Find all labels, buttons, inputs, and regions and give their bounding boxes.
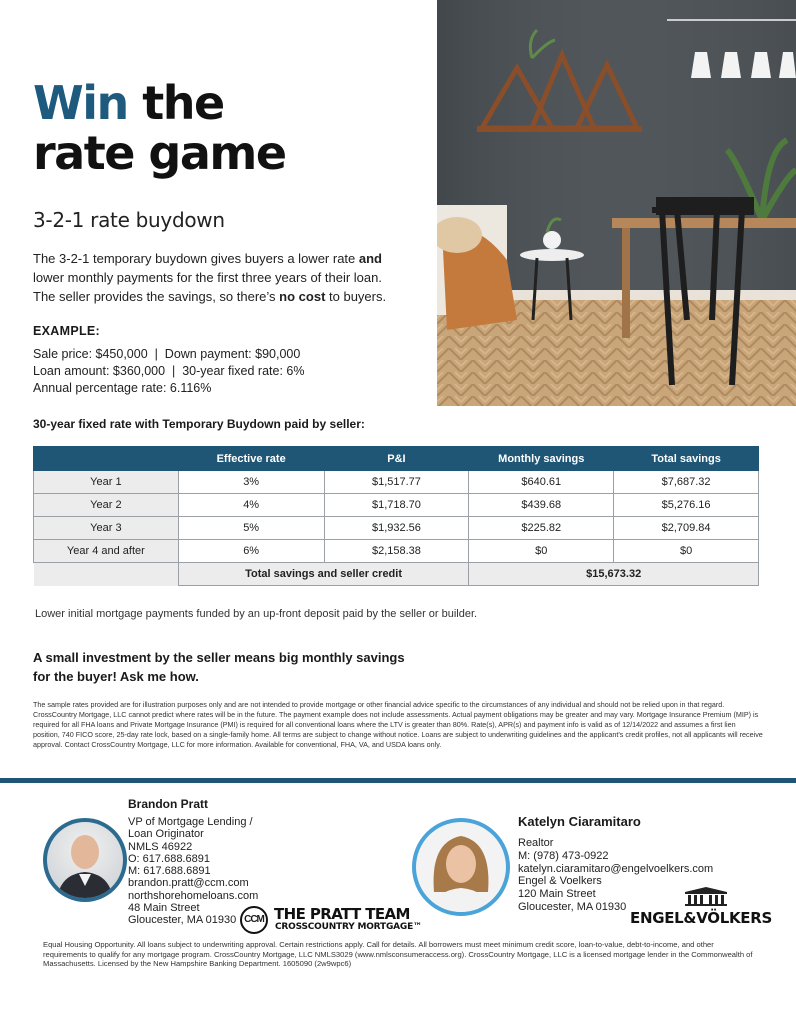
table-header: Total savings (614, 447, 759, 471)
brandon-office-phone: O: 617.688.6891 (128, 852, 210, 865)
katelyn-name: Katelyn Ciaramitaro (518, 814, 641, 829)
table-cell: Year 4 and after (34, 540, 179, 563)
intro-paragraph (33, 249, 393, 306)
table-cell: 3% (178, 471, 324, 494)
brandon-title-1: VP of Mortgage Lending / (128, 816, 253, 828)
table-row (34, 517, 759, 540)
example-lines (33, 346, 304, 397)
table-cell: $1,718.70 (324, 494, 469, 517)
table-cell: Year 2 (34, 494, 179, 517)
brandon-email: brandon.pratt@ccm.com (128, 877, 249, 890)
table-header-row (34, 447, 759, 471)
table-cell: $640.61 (469, 471, 614, 494)
example-line-1: Sale price: $450,000 | Down payment: $90,000 (33, 347, 301, 361)
total-value: $15,673.32 (469, 563, 759, 586)
table-cell: $1,932.56 (324, 517, 469, 540)
table-title: 30-year fixed rate with Temporary Buydown paid by seller: (33, 417, 365, 431)
avatar-katelyn-ciaramitaro (412, 818, 510, 916)
table-cell: $0 (469, 540, 614, 563)
katelyn-street: 120 Main Street (518, 888, 596, 901)
table-cell: $1,517.77 (324, 471, 469, 494)
intro-text-1: The 3-2-1 temporary buydown gives buyers a lower rate (33, 251, 359, 266)
example-line-3: Annual percentage rate: 6.116% (33, 381, 212, 395)
brandon-nmls: NMLS 46922 (128, 840, 193, 853)
interior-photo-illustration (437, 0, 796, 406)
engel-voelkers-logo: ENGEL&VÖLKERS (630, 909, 772, 927)
interior-photo (437, 0, 796, 406)
table-cell: 4% (178, 494, 324, 517)
brandon-portrait-icon (47, 822, 123, 898)
table-blank-cell (34, 563, 179, 586)
brandon-contact-info (128, 816, 258, 927)
katelyn-portrait-icon (416, 822, 506, 912)
katelyn-company: Engel & Voelkers (518, 875, 602, 888)
table-cell: $439.68 (469, 494, 614, 517)
intro-text-2: lower monthly payments for the first three years of their loan. The seller provides the savings, so there’s (33, 270, 382, 304)
table-cell: 5% (178, 517, 324, 540)
table-row (34, 540, 759, 563)
subhead: 3-2-1 rate buydown (33, 208, 225, 232)
table-header: P&I (324, 447, 469, 471)
table-header (34, 447, 179, 471)
section-divider (0, 778, 796, 783)
total-label: Total savings and seller credit (178, 563, 469, 586)
table-header: Monthly savings (469, 447, 614, 471)
katelyn-mobile-phone: M: (978) 473-0922 (518, 849, 609, 862)
brandon-title-2: Loan Originator (128, 828, 204, 841)
headline-accent: Win (33, 76, 128, 130)
table-row (34, 471, 759, 494)
brandon-website: northshorehomeloans.com (128, 889, 259, 902)
headline-rest: the (127, 76, 224, 130)
table-cell: Year 3 (34, 517, 179, 540)
ccm-logo-icon: CCM (240, 906, 268, 934)
pratt-team-logo: THE PRATT TEAM (274, 905, 410, 923)
brandon-city: Gloucester, MA 01930 (128, 914, 237, 927)
headline (33, 78, 286, 178)
katelyn-city: Gloucester, MA 01930 (518, 900, 627, 913)
table-cell: $2,158.38 (324, 540, 469, 563)
buydown-table (33, 446, 759, 586)
headline-line2: rate game (33, 126, 286, 180)
engel-voelkers-building-icon (683, 886, 729, 906)
table-total-row (34, 563, 759, 586)
katelyn-title: Realtor (518, 837, 554, 849)
avatar-brandon-pratt (43, 818, 127, 902)
brandon-street: 48 Main Street (128, 902, 200, 915)
table-cell: $5,276.16 (614, 494, 759, 517)
intro-bold-1: and (358, 251, 383, 266)
table-row (34, 494, 759, 517)
table-cell: $0 (614, 540, 759, 563)
table-cell: $2,709.84 (614, 517, 759, 540)
brandon-name: Brandon Pratt (128, 797, 209, 811)
intro-bold-2: no cost (279, 289, 326, 304)
katelyn-email: katelyn.ciaramitaro@engelvoelkers.com (518, 862, 714, 875)
cta-line-2: for the buyer! Ask me how. (33, 669, 199, 684)
example-heading: EXAMPLE: (33, 324, 100, 338)
table-footnote: Lower initial mortgage payments funded by an up-front deposit paid by the seller or builder. (35, 608, 478, 620)
table-cell: 6% (178, 540, 324, 563)
table-cell: $7,687.32 (614, 471, 759, 494)
legal-text: Equal Housing Opportunity. All loans subject to underwriting approval. Certain restrictions apply. Call for details. All borrowers must meet minimum credit score, loan-to-value, debt-to-income, and other requirements to qualify for any mortgage program. CrossCountry Mortgage, LLC NMLS3029 (www.nmlsconsumeraccess.org). CrossCountry Mortgage, LLC is a licensed mortgage lender in the Commonwealth of Massachusetts. Licensed by the New Hampshire Banking Department. 1605090 (2w9wpc6) (43, 940, 753, 969)
intro-text-3: to buyers. (325, 289, 387, 304)
disclaimer: The sample rates provided are for illustration purposes only and are not intended to provide mortgage or other financial advice specific to the circumstances of any individual and should not be relied upon in that regard. CrossCountry Mortgage, LLC cannot predict where rates will be in the future. The payment example does not include assessments. Actual payment obligations may be greater and may vary. Mortgage Insurance Premium (MIP) is required for all FHA loans and Private Mortgage Insurance (PMI) is required for all conventional loans where the LTV is greater than 80%. Rate(s), APR(s) and payment info is valid as of 12/14/2022 and assumes a first lien position, 740 FICO score, 25-day rate lock, based on a single-family home. All terms are subject to change without notice. Loans are subject to underwriting guidelines and the applicant’s credit profiles, not all applicants will receive approval. Contact CrossCountry Mortgage, LLC for more information. Available for conventional, FHA, VA, and USDA loans only. (33, 700, 763, 749)
brandon-mobile-phone: M: 617.688.6891 (128, 865, 211, 878)
table-cell: Year 1 (34, 471, 179, 494)
table-header: Effective rate (178, 447, 324, 471)
call-to-action (33, 648, 405, 686)
table-cell: $225.82 (469, 517, 614, 540)
example-line-2: Loan amount: $360,000 | 30-year fixed rate: 6% (33, 364, 305, 378)
crosscountry-logo: CROSSCOUNTRY MORTGAGE™ (275, 922, 422, 932)
cta-line-1: A small investment by the seller means big monthly savings (33, 650, 405, 665)
